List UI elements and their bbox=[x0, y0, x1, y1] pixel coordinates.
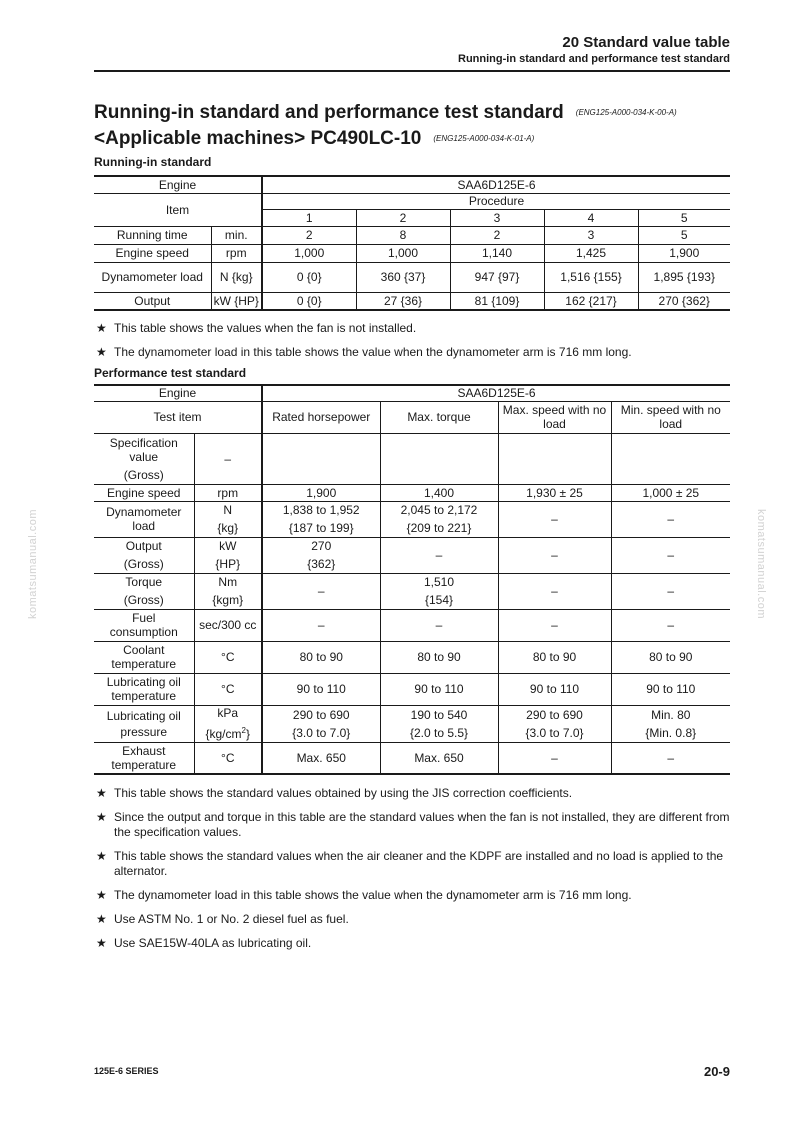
cell: 90 to 110 bbox=[380, 673, 498, 705]
cell: 80 to 90 bbox=[262, 641, 380, 673]
row-label: Fuel consumption bbox=[94, 609, 194, 641]
row-label: Specification value (Gross) bbox=[94, 433, 194, 484]
running-in-table bbox=[94, 175, 730, 311]
cell: Min. 80 {Min. 0.8} bbox=[611, 705, 730, 742]
cell: 80 to 90 bbox=[380, 641, 498, 673]
cell: 1,900 bbox=[638, 244, 730, 262]
row-label: Output bbox=[94, 292, 211, 310]
cell: – bbox=[611, 501, 730, 537]
page-number: 20-9 bbox=[703, 1064, 730, 1079]
table-row bbox=[94, 609, 730, 641]
cell: 2 bbox=[262, 226, 356, 244]
star-icon: ★ bbox=[96, 936, 107, 950]
star-icon: ★ bbox=[96, 345, 107, 359]
machines-code: (ENG125-A000-034-K-01-A) bbox=[433, 134, 535, 144]
cell: – bbox=[262, 609, 380, 641]
running-in-heading: Running-in standard bbox=[94, 155, 212, 169]
row-unit: rpm bbox=[194, 484, 262, 501]
engine-label: Engine bbox=[94, 385, 262, 401]
cell: 3 bbox=[544, 226, 638, 244]
cell: 27 {36} bbox=[356, 292, 450, 310]
applicable-machines: <Applicable machines> PC490LC-10 (ENG125-A000-034-K-01-A) bbox=[94, 128, 535, 149]
table-row bbox=[94, 292, 730, 310]
test-item-label: Test item bbox=[94, 401, 262, 433]
watermark: komatsumanual.com bbox=[27, 509, 39, 619]
row-label: Coolant temperature bbox=[94, 641, 194, 673]
cell: 1,930 ± 25 bbox=[498, 484, 611, 501]
table-row bbox=[94, 262, 730, 292]
table-row bbox=[94, 244, 730, 262]
row-unit: N {kg} bbox=[194, 501, 262, 537]
note: ★ The dynamometer load in this table shows the value when the dynamometer arm is 716 mm long. bbox=[96, 888, 632, 902]
star-icon: ★ bbox=[96, 786, 107, 800]
cell: 90 to 110 bbox=[611, 673, 730, 705]
table-row bbox=[94, 537, 730, 573]
row-unit: kW {HP} bbox=[194, 537, 262, 573]
cell: 270 {362} bbox=[262, 537, 380, 573]
procedure-number: 1 bbox=[262, 209, 356, 226]
row-label: Engine speed bbox=[94, 244, 211, 262]
cell: – bbox=[611, 573, 730, 609]
note: ★ The dynamometer load in this table shows the value when the dynamometer arm is 716 mm long. bbox=[96, 345, 632, 359]
procedure-number: 5 bbox=[638, 209, 730, 226]
note: ★ This table shows the standard values when the air cleaner and the KDPF are installed and no load is applied to the alternator. bbox=[96, 849, 724, 878]
row-unit: °C bbox=[194, 742, 262, 774]
cell: 947 {97} bbox=[450, 262, 544, 292]
note: ★ This table shows the values when the fan is not installed. bbox=[96, 321, 417, 335]
star-icon: ★ bbox=[96, 321, 107, 335]
item-label: Item bbox=[94, 193, 262, 226]
row-unit: sec/300 cc bbox=[194, 609, 262, 641]
procedure-number: 3 bbox=[450, 209, 544, 226]
cell: 5 bbox=[638, 226, 730, 244]
table-row bbox=[94, 573, 730, 609]
table-row bbox=[94, 501, 730, 537]
note: ★ Since the output and torque in this table are the standard values when the fan is not installed, they are different from the specification values. bbox=[96, 810, 730, 839]
cell: 1,140 bbox=[450, 244, 544, 262]
cell: – bbox=[498, 742, 611, 774]
cell: 1,895 {193} bbox=[638, 262, 730, 292]
star-icon: ★ bbox=[96, 912, 107, 926]
table-row bbox=[94, 226, 730, 244]
row-label: Engine speed bbox=[94, 484, 194, 501]
note: ★ This table shows the standard values obtained by using the JIS correction coefficients. bbox=[96, 786, 573, 800]
star-icon: ★ bbox=[96, 849, 107, 863]
cell: 1,425 bbox=[544, 244, 638, 262]
cell: 0 {0} bbox=[262, 292, 356, 310]
cell: Max. 650 bbox=[262, 742, 380, 774]
table-row bbox=[94, 705, 730, 742]
page-title: Running-in standard and performance test standard (ENG125-A000-034-K-00-A) bbox=[94, 102, 677, 123]
col-min-speed-no-load: Min. speed with no load bbox=[611, 401, 730, 433]
row-unit: rpm bbox=[211, 244, 262, 262]
row-unit: N {kg} bbox=[211, 262, 262, 292]
cell: 190 to 540 {2.0 to 5.5} bbox=[380, 705, 498, 742]
cell: 0 {0} bbox=[262, 262, 356, 292]
star-icon: ★ bbox=[96, 888, 107, 902]
row-unit: kPa $\{kg/cm^2\}$ bbox=[194, 705, 262, 742]
table-row bbox=[94, 484, 730, 501]
cell: – bbox=[498, 573, 611, 609]
cell: 1,400 bbox=[380, 484, 498, 501]
cell: – bbox=[380, 609, 498, 641]
cell: 290 to 690 {3.0 to 7.0} bbox=[498, 705, 611, 742]
row-label: Dynamometer load bbox=[94, 501, 194, 537]
engine-model: SAA6D125E-6 bbox=[262, 385, 730, 401]
cell: 360 {37} bbox=[356, 262, 450, 292]
row-unit: Nm {kgm} bbox=[194, 573, 262, 609]
table-row bbox=[94, 433, 730, 484]
row-unit: °C bbox=[194, 641, 262, 673]
cell: – bbox=[262, 573, 380, 609]
cell: 80 to 90 bbox=[611, 641, 730, 673]
row-unit: min. bbox=[211, 226, 262, 244]
cell: 1,516 {155} bbox=[544, 262, 638, 292]
cell: 2 bbox=[450, 226, 544, 244]
running-in-notes bbox=[96, 321, 736, 360]
title-code: (ENG125-A000-034-K-00-A) bbox=[575, 108, 677, 118]
row-label: Running time bbox=[94, 226, 211, 244]
cell: 1,510 {154} bbox=[380, 573, 498, 609]
table-row bbox=[94, 641, 730, 673]
star-icon: ★ bbox=[96, 810, 107, 824]
row-label: Exhaust temperature bbox=[94, 742, 194, 774]
cell: – bbox=[498, 501, 611, 537]
col-max-speed-no-load: Max. speed with no load bbox=[498, 401, 611, 433]
procedure-number: 4 bbox=[544, 209, 638, 226]
col-max-torque: Max. torque bbox=[380, 401, 498, 433]
section-title: 20 Standard value table bbox=[562, 34, 730, 51]
row-unit: kW {HP} bbox=[211, 292, 262, 310]
cell: Max. 650 bbox=[380, 742, 498, 774]
cell: 1,000 ± 25 bbox=[611, 484, 730, 501]
engine-model: SAA6D125E-6 bbox=[262, 176, 730, 193]
row-label: Lubricating oil pressure bbox=[94, 705, 194, 742]
cell: 1,900 bbox=[262, 484, 380, 501]
procedure-label: Procedure bbox=[262, 193, 730, 209]
cell: 81 {109} bbox=[450, 292, 544, 310]
row-label: Torque (Gross) bbox=[94, 573, 194, 609]
cell: 80 to 90 bbox=[498, 641, 611, 673]
performance-heading: Performance test standard bbox=[94, 366, 247, 380]
performance-table bbox=[94, 384, 730, 775]
cell: 162 {217} bbox=[544, 292, 638, 310]
cell: 2,045 to 2,172 {209 to 221} bbox=[380, 501, 498, 537]
row-label: Lubricating oil temperature bbox=[94, 673, 194, 705]
footer-series: 125E-6 SERIES bbox=[94, 1066, 159, 1076]
watermark: komatsumanual.com bbox=[755, 509, 767, 619]
cell: – bbox=[611, 742, 730, 774]
note: ★ Use ASTM No. 1 or No. 2 diesel fuel as fuel. bbox=[96, 912, 349, 926]
cell: 1,838 to 1,952 {187 to 199} bbox=[262, 501, 380, 537]
cell: – bbox=[498, 609, 611, 641]
cell: 290 to 690 {3.0 to 7.0} bbox=[262, 705, 380, 742]
cell: – bbox=[611, 537, 730, 573]
section-subtitle: Running-in standard and performance test standard bbox=[458, 53, 730, 65]
col-rated-horsepower: Rated horsepower bbox=[262, 401, 380, 433]
cell: – bbox=[611, 609, 730, 641]
cell: – bbox=[498, 537, 611, 573]
table-row bbox=[94, 742, 730, 774]
row-unit: – bbox=[194, 433, 262, 484]
procedure-number: 2 bbox=[356, 209, 450, 226]
table-row bbox=[94, 673, 730, 705]
row-label: Dynamometer load bbox=[94, 262, 211, 292]
cell: 270 {362} bbox=[638, 292, 730, 310]
cell: 90 to 110 bbox=[262, 673, 380, 705]
header-rule bbox=[94, 70, 730, 72]
cell: 1,000 bbox=[356, 244, 450, 262]
cell: – bbox=[380, 537, 498, 573]
row-label: Output (Gross) bbox=[94, 537, 194, 573]
cell: 90 to 110 bbox=[498, 673, 611, 705]
row-unit: °C bbox=[194, 673, 262, 705]
engine-label: Engine bbox=[94, 176, 262, 193]
cell: 8 bbox=[356, 226, 450, 244]
cell: 1,000 bbox=[262, 244, 356, 262]
performance-notes bbox=[96, 786, 736, 951]
note: ★ Use SAE15W-40LA as lubricating oil. bbox=[96, 936, 312, 950]
